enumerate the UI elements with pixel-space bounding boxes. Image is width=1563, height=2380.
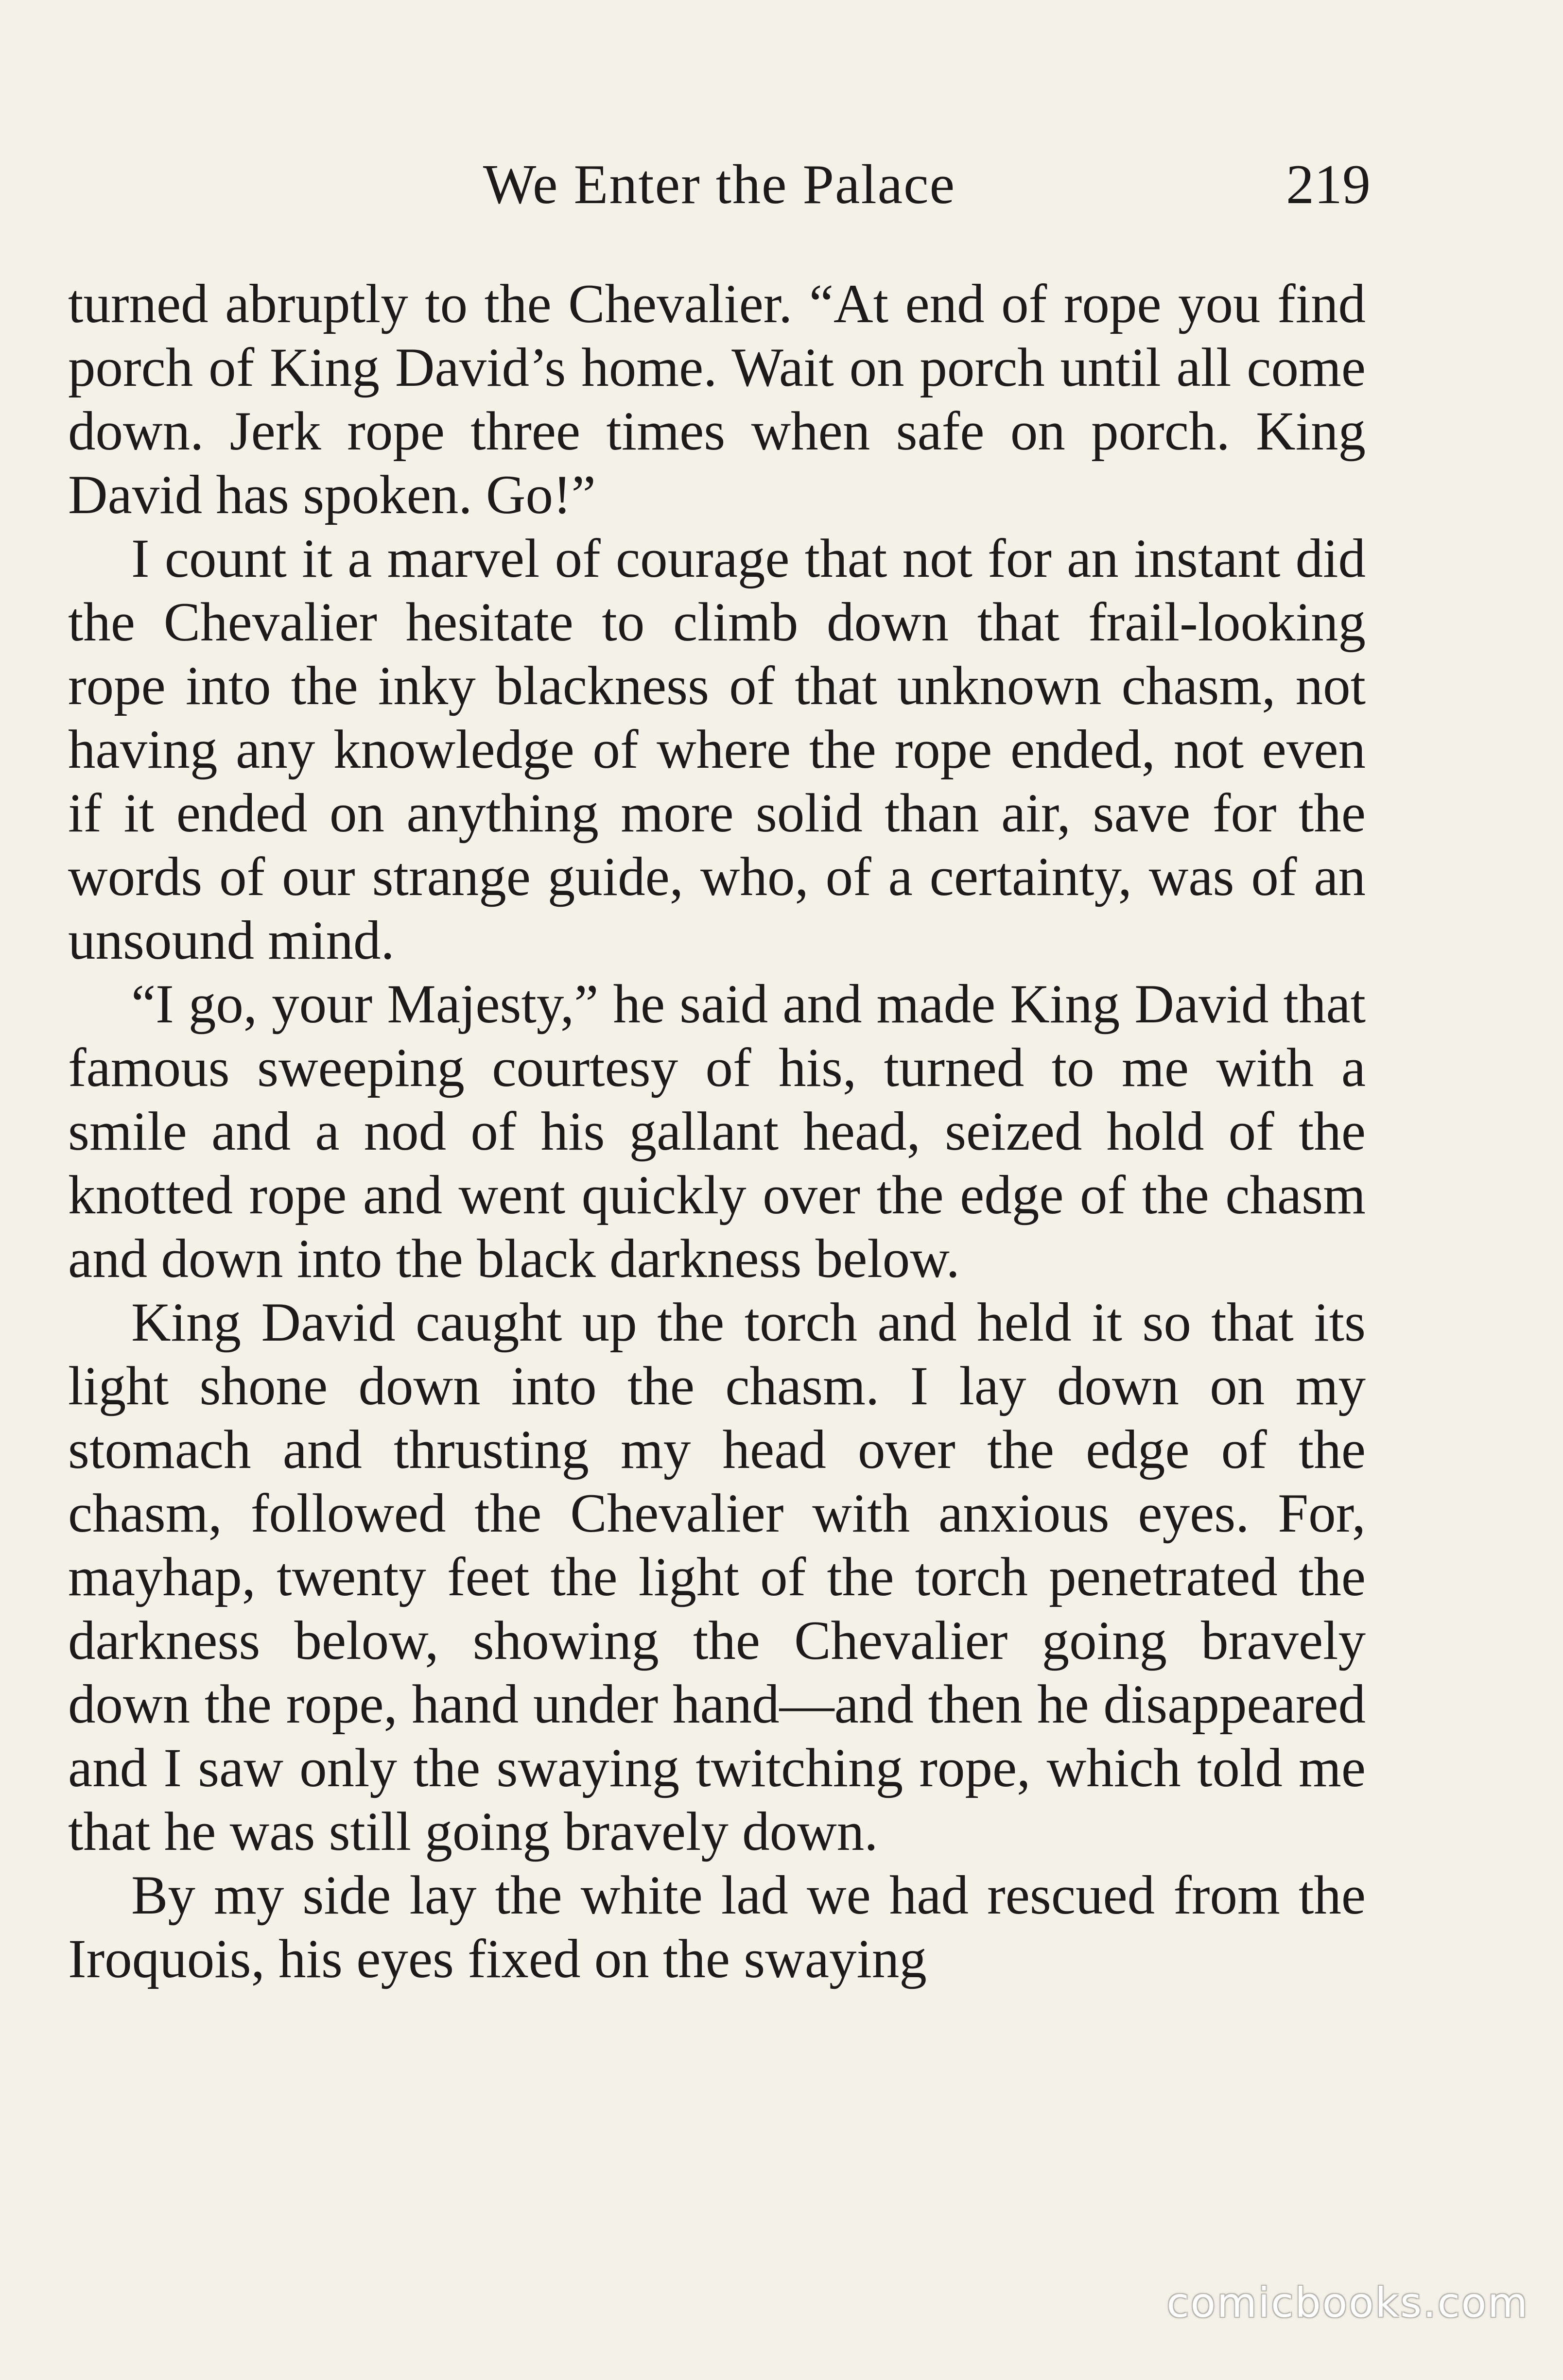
paragraph: King David caught up the torch and held it so that its light shone down into the chasm. I lay down on my stomach and thrusting my head over the edge of the chasm, followed the Chevalier with anxious eyes. For, mayhap, twenty feet the light of the torch penetrated the darkness below, showing the Chevalier going bravely down the rope, hand under hand—and then he disappeared and I saw only the swaying twitching rope, which told me that he was still going bravely down.: [68, 1292, 1366, 1862]
running-head: [73, 146, 1371, 224]
paragraph: “I go, your Majesty,” he said and made King David that famous sweeping courtesy of his, turned to me with a smile and a nod of his gallant head, seized hold of the knotted rope and went quickly over the edge of the chasm and down into the black darkness below.: [68, 974, 1366, 1289]
body-text: [68, 272, 1366, 1991]
paragraph: By my side lay the white lad we had rescued from the Iroquois, his eyes fixed on the swaying: [68, 1865, 1366, 1989]
paragraph-continued: turned abruptly to the Chevalier. “At end of rope you find porch of King David’s home. Wait on porch until all come down. Jerk rope three times when safe on porch. King David has spoken. Go!”: [68, 274, 1366, 525]
paragraph: I count it a marvel of courage that not for an instant did the Chevalier hesitate to climb down that frail-looking rope into the inky blackness of that unknown chasm, not having any knowledge of where the rope ended, not even if it ended on anything more solid than air, save for the words of our strange guide, who, of a certainty, was of an unsound mind.: [68, 528, 1366, 971]
chapter-title: We Enter the Palace: [483, 154, 956, 216]
page-number: 219: [1286, 154, 1371, 216]
watermark: comicbooks.com: [1166, 2279, 1529, 2327]
